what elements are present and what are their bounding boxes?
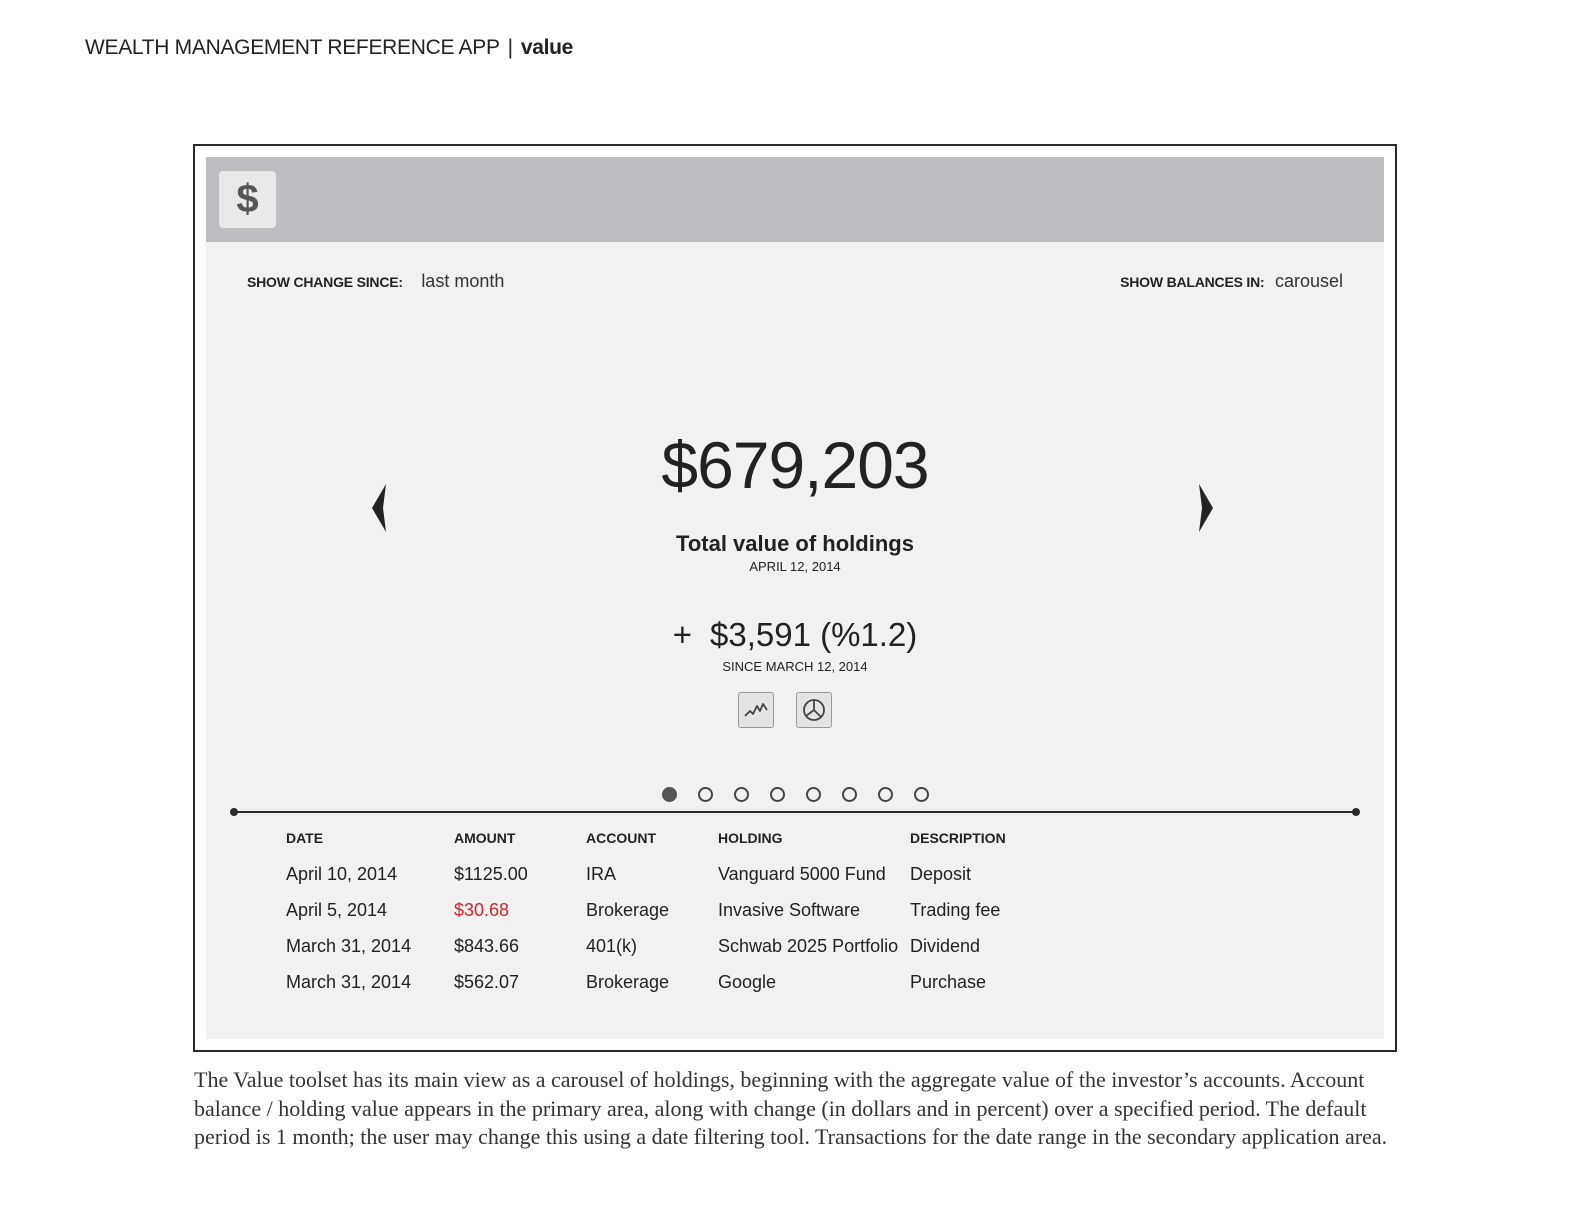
line-chart-button[interactable] [738,692,774,728]
carousel-page-dot[interactable] [806,787,821,802]
document-header [85,36,573,60]
cell-amount: $562.07 [454,971,520,992]
table-row[interactable] [286,856,1070,892]
app-name: WEALTH MANAGEMENT REFERENCE APP [85,36,500,59]
pie-chart-icon [800,696,828,724]
top-bar [206,157,1384,242]
cell-date: April 5, 2014 [286,899,388,920]
change-amount: $3,591 (%1.2) [709,616,918,653]
balances-in-select[interactable]: carousel [1274,271,1343,291]
column-header-date: DATE [286,830,324,846]
table-row[interactable] [286,964,1070,1000]
carousel-pagination [206,787,1384,802]
carousel-page-dot[interactable] [842,787,857,802]
cell-account: Brokerage [586,899,670,920]
cell-holding: Invasive Software [718,899,861,920]
cell-date: April 10, 2014 [286,863,398,884]
total-value-title: Total value of holdings [676,531,914,556]
line-chart-icon [742,696,770,724]
cell-date: March 31, 2014 [286,971,412,992]
column-header-description: DESCRIPTION [910,830,1006,846]
carousel-page-dot[interactable] [770,787,785,802]
balances-in-label: SHOW BALANCES IN: [1120,274,1265,290]
cell-holding: Schwab 2025 Portfolio [718,935,899,956]
value-change [206,616,1384,654]
cell-amount: $30.68 [454,899,510,920]
cell-description: Trading fee [910,899,1001,920]
carousel-page-dot[interactable] [734,787,749,802]
header-separator: | [507,36,513,59]
carousel-page-dot[interactable] [878,787,893,802]
column-header-account: ACCOUNT [586,830,656,846]
table-row[interactable] [286,928,1070,964]
app-frame [193,144,1397,1052]
cell-account: Brokerage [586,971,670,992]
total-value-date: APRIL 12, 2014 [749,559,841,574]
date-range-timeline[interactable] [232,811,1358,813]
change-since-filter [247,271,504,292]
description-text: The Value toolset has its main view as a carousel of holdings, beginning with the aggregate value of the investor’s accounts. Account balance / holding value appears in the primary area, along with change (in dollars and in percent) over a specified period. The default period is 1 month; the user may change this using a date filtering tool. Transactions for the date range in the secondary application area. [194,1067,1388,1149]
transactions-table [286,830,1070,1000]
cell-amount: $843.66 [454,935,520,956]
cell-account: IRA [586,863,617,884]
page-name: value [520,36,574,59]
pie-chart-button[interactable] [796,692,832,728]
cell-amount: $1125.00 [454,863,528,884]
cell-description: Deposit [910,863,972,884]
table-header-row [286,830,1070,856]
cell-description: Dividend [910,935,981,956]
cell-date: March 31, 2014 [286,935,412,956]
app-screen [206,157,1384,1039]
change-since-label: SHOW CHANGE SINCE: [247,274,403,290]
table-row[interactable] [286,892,1070,928]
view-toggle-group [206,692,1384,728]
dollar-button[interactable] [219,171,276,228]
cell-account: 401(k) [586,935,638,956]
balances-in-filter [1120,271,1343,292]
column-header-holding: HOLDING [718,830,783,846]
dollar-icon: $ [236,177,259,221]
cell-holding: Google [718,971,777,992]
carousel-page-dot[interactable] [914,787,929,802]
cell-holding: Vanguard 5000 Fund [718,863,886,884]
carousel-page-dot[interactable] [698,787,713,802]
total-value: $679,203 [661,428,929,502]
change-since-select[interactable]: last month [421,271,505,291]
change-sign: + [672,616,692,653]
carousel-page-dot[interactable] [662,787,677,802]
cell-description: Purchase [910,971,987,992]
column-header-amount: AMOUNT [454,830,516,846]
change-since-date: SINCE MARCH 12, 2014 [722,659,868,674]
